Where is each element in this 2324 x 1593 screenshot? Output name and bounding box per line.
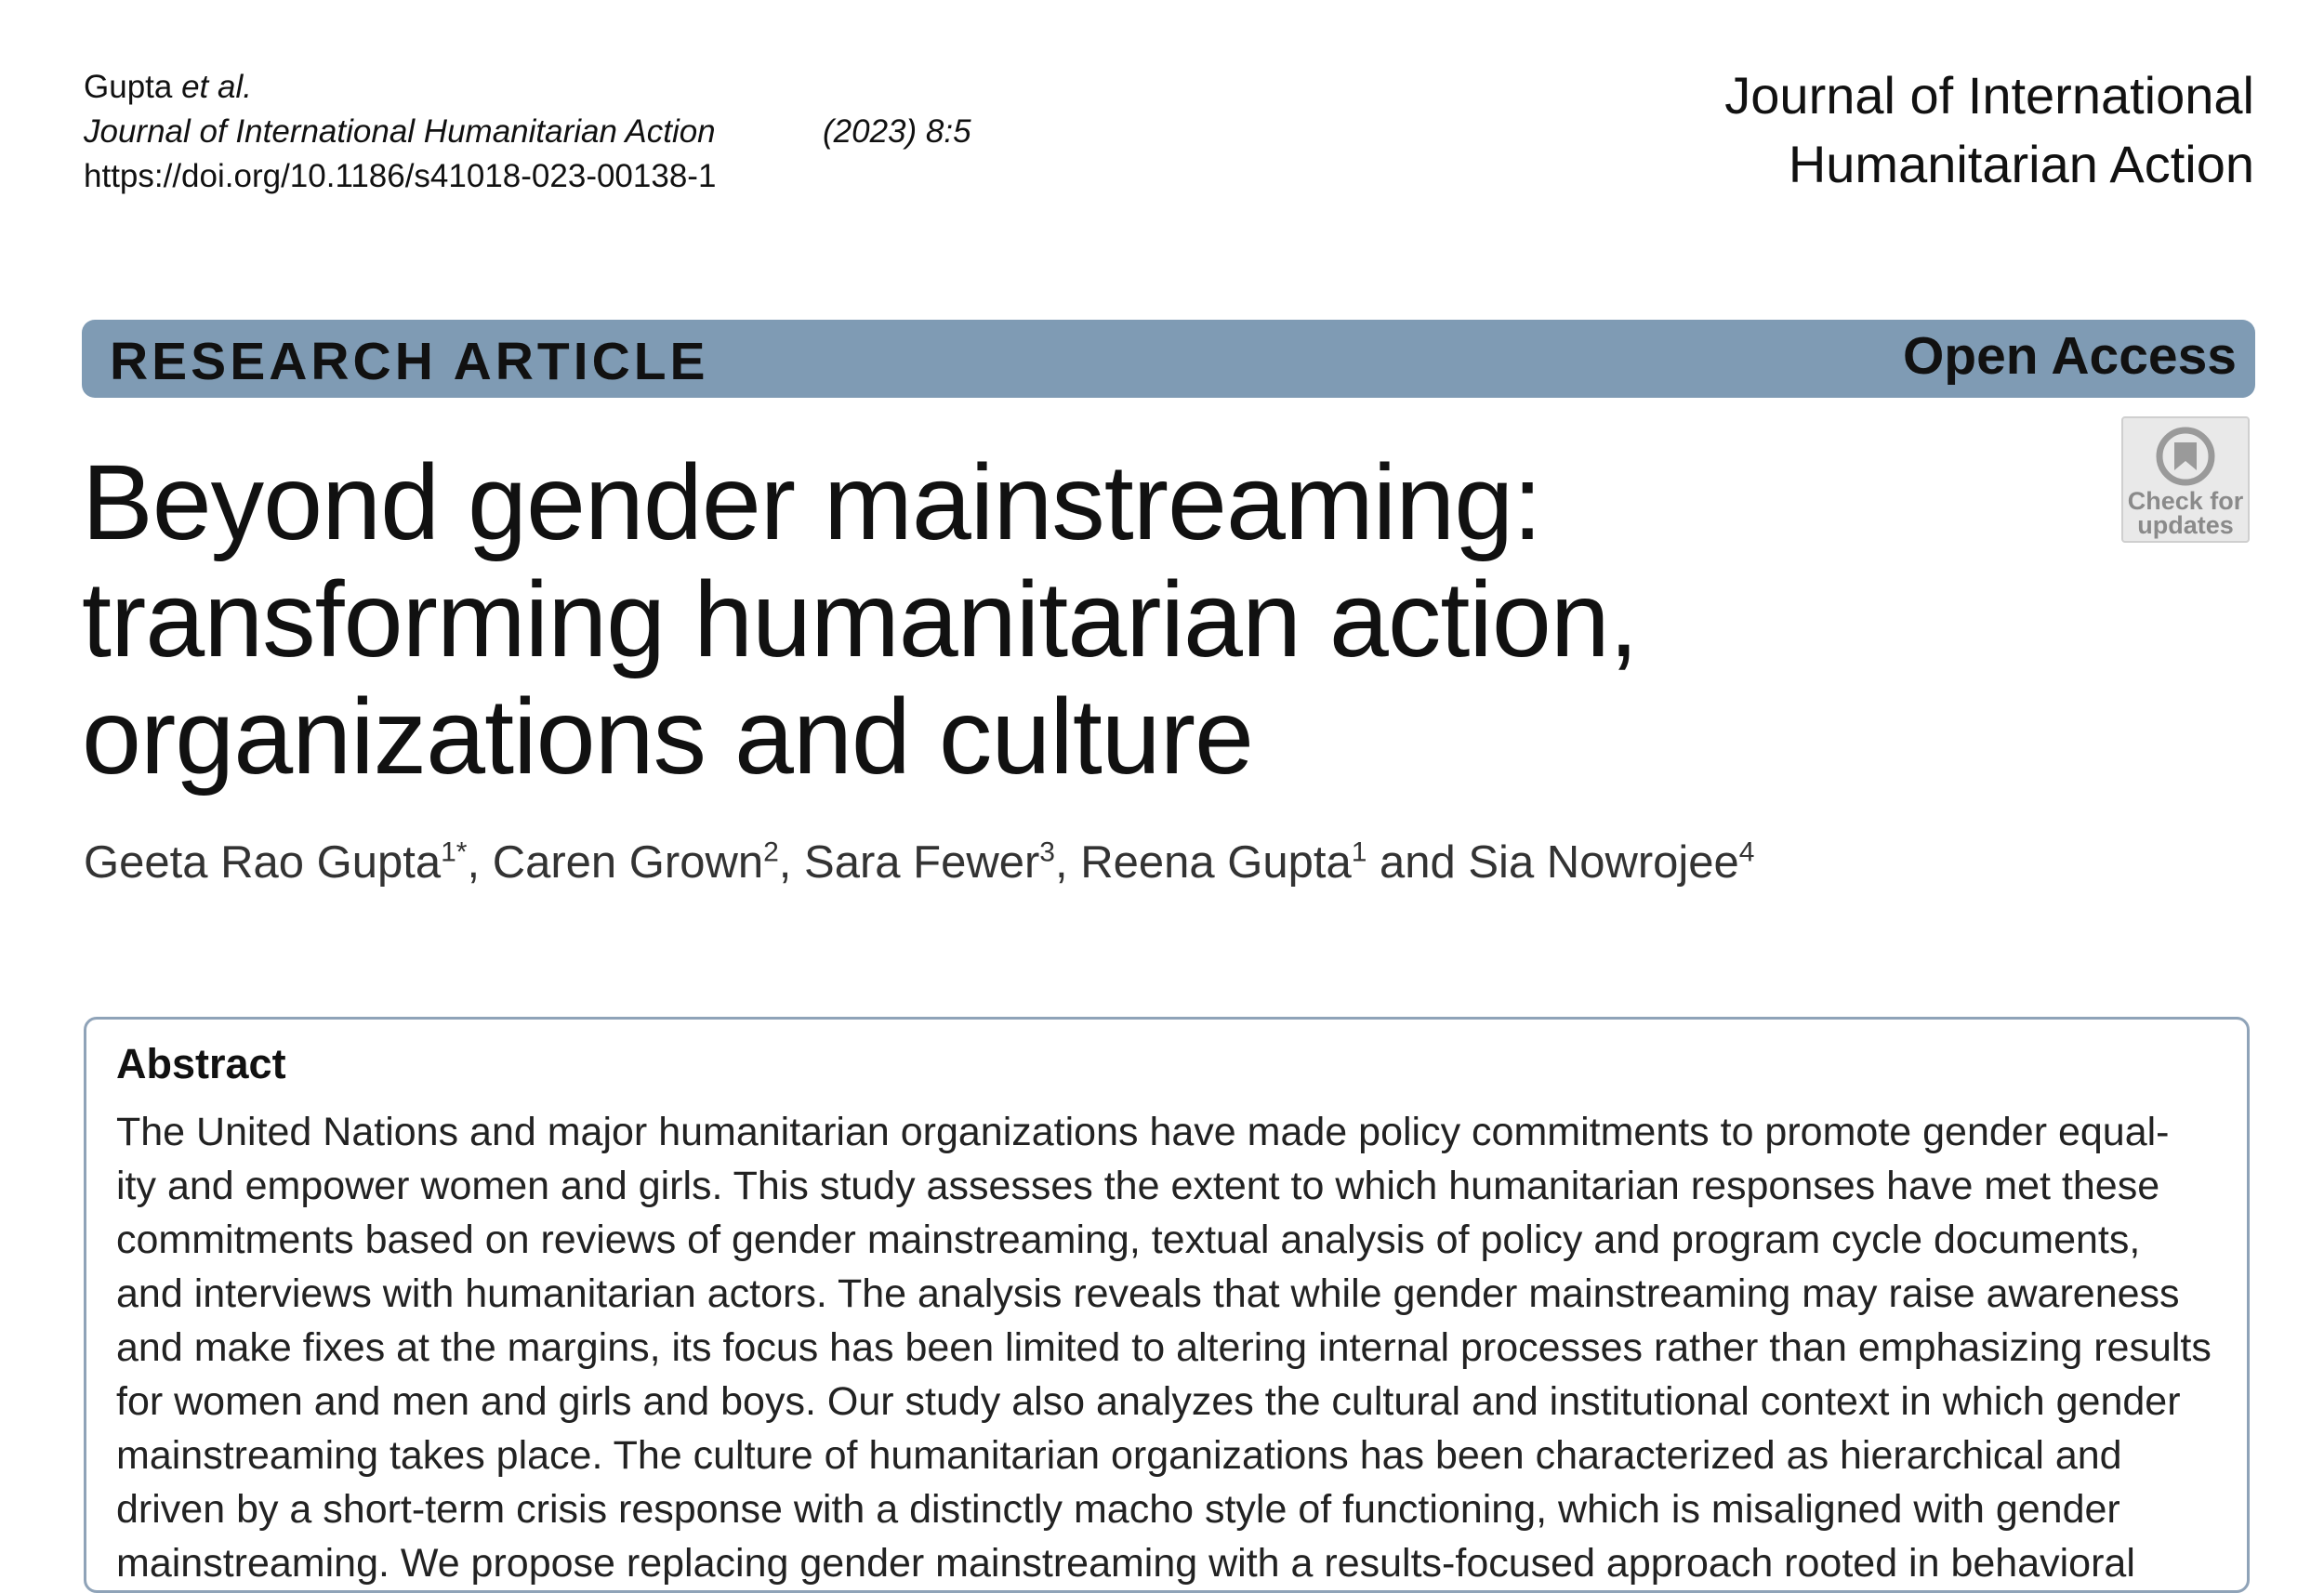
abstract-heading: Abstract bbox=[116, 1040, 286, 1087]
citation-journal: Journal of International Humanitarian Action bbox=[84, 113, 716, 150]
abstract-body bbox=[116, 1105, 2226, 1590]
citation-block bbox=[84, 65, 971, 199]
doi-link[interactable]: https://doi.org/10.1186/s41018-023-00138-1 bbox=[84, 158, 717, 194]
abstract-line: The United Nations and major humanitarian organizations have made policy commitments to promote gender equal- bbox=[116, 1110, 2170, 1154]
title-line: transforming humanitarian action, bbox=[82, 560, 1638, 679]
author-affiliation: 1* bbox=[441, 836, 468, 868]
author-affiliation: 2 bbox=[763, 836, 779, 868]
citation-author: Gupta bbox=[84, 69, 173, 105]
author-separator: , bbox=[467, 837, 493, 888]
abstract-line: mainstreaming takes place. The culture of humanitarian organizations has been characterized as hierarchical and bbox=[116, 1433, 2122, 1478]
check-for-updates-button[interactable] bbox=[2121, 416, 2250, 543]
author-affiliation: 1 bbox=[1351, 836, 1367, 868]
author-name[interactable]: Sara Fewer bbox=[804, 837, 1040, 888]
abstract-line: and make fixes at the margins, its focus has been limited to altering internal processes rather than emphasizing results bbox=[116, 1325, 2212, 1370]
journal-name-line: Humanitarian Action bbox=[1788, 135, 2254, 193]
author-list bbox=[84, 836, 1754, 889]
check-for-updates-label bbox=[2123, 489, 2248, 537]
author-separator: , bbox=[778, 837, 805, 888]
author-separator: , bbox=[1054, 837, 1081, 888]
citation-et-al: et al. bbox=[181, 69, 252, 105]
abstract-line: mainstreaming. We propose replacing gender mainstreaming with a results-focused approach rooted in behavioral bbox=[116, 1541, 2135, 1586]
author-affiliation: 3 bbox=[1039, 836, 1055, 868]
author-name[interactable]: Geeta Rao Gupta bbox=[84, 837, 442, 888]
author-name[interactable]: Sia Nowrojee bbox=[1468, 837, 1739, 888]
abstract-line: and interviews with humanitarian actors. The analysis reveals that while gender mainstreaming may raise awareness bbox=[116, 1271, 2180, 1316]
author-name[interactable]: Reena Gupta bbox=[1080, 837, 1352, 888]
citation-year-volume: (2023) 8:5 bbox=[823, 113, 971, 150]
citation-journal-row bbox=[84, 110, 971, 154]
abstract-line: commitments based on reviews of gender mainstreaming, textual analysis of policy and program cycle documents, bbox=[116, 1218, 2141, 1262]
abstract-line: driven by a short-term crisis response with a distinctly macho style of functioning, which is misaligned with gender bbox=[116, 1487, 2120, 1532]
abstract-box bbox=[84, 1017, 2250, 1593]
check-for-updates-line: Check for bbox=[2127, 487, 2244, 515]
journal-name bbox=[1724, 61, 2254, 199]
open-access-label: Open Access bbox=[1902, 326, 2237, 386]
check-for-updates-line: updates bbox=[2137, 511, 2234, 539]
author-name[interactable]: Caren Grown bbox=[492, 837, 764, 888]
article-title bbox=[82, 444, 2080, 796]
author-separator: and bbox=[1367, 837, 1469, 888]
journal-name-line: Journal of International bbox=[1724, 66, 2254, 125]
title-line: Beyond gender mainstreaming: bbox=[82, 443, 1542, 562]
title-line: organizations and culture bbox=[82, 678, 1253, 796]
abstract-line: ity and empower women and girls. This study assesses the extent to which humanitarian responses have met these bbox=[116, 1164, 2160, 1208]
author-affiliation: 4 bbox=[1738, 836, 1755, 868]
citation-authors bbox=[84, 65, 716, 110]
abstract-line: for women and men and girls and boys. Our study also analyzes the cultural and institutional context in which gender bbox=[116, 1379, 2181, 1424]
article-banner bbox=[82, 320, 2255, 398]
article-type: RESEARCH ARTICLE bbox=[110, 332, 709, 391]
check-for-updates-icon bbox=[2155, 426, 2216, 487]
